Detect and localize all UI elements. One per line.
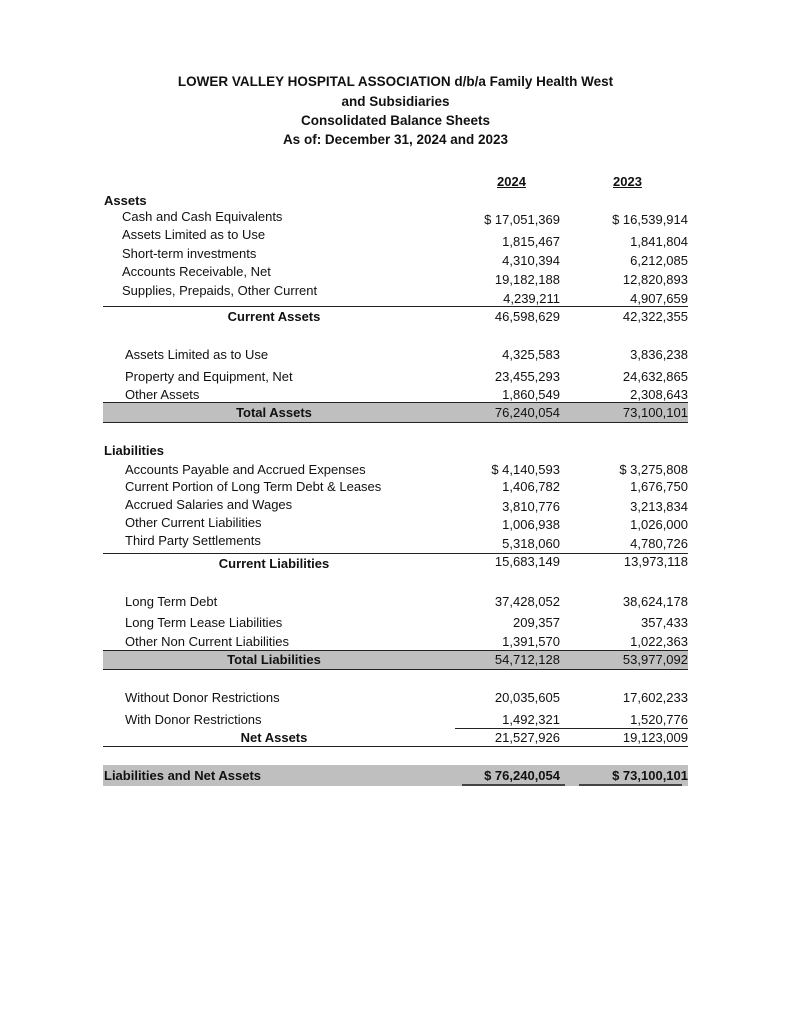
row-label: Other Assets: [125, 387, 200, 402]
value-2024: 1,406,782: [502, 479, 560, 494]
table-row: [104, 368, 688, 386]
value-2024: $ 76,240,054: [484, 768, 560, 783]
section-label: Liabilities: [104, 443, 164, 458]
value-2023: 73,100,101: [622, 405, 688, 420]
double-underline-2024: [462, 784, 565, 786]
row-label: With Donor Restrictions: [125, 712, 262, 727]
value-2024: 1,815,467: [502, 234, 560, 249]
value-2023: 53,977,092: [622, 652, 688, 667]
value-2023: 38,624,178: [622, 594, 688, 609]
value-2024: 1,492,321: [502, 712, 560, 727]
report-title: LOWER VALLEY HOSPITAL ASSOCIATION d/b/a Family Health West: [177, 74, 614, 89]
divider: [103, 746, 688, 747]
row-label: Accrued Salaries and Wages: [125, 497, 293, 512]
row-label: Supplies, Prepaids, Other Current: [122, 283, 318, 298]
column-header-2023: 2023: [613, 174, 642, 189]
table-row: [104, 346, 688, 364]
value-2024: 1,391,570: [502, 634, 560, 649]
row-label: Without Donor Restrictions: [125, 690, 280, 705]
row-label: Total Assets: [236, 405, 312, 420]
table-row: [104, 633, 688, 651]
value-2024: 20,035,605: [494, 690, 560, 705]
row-label: Accounts Receivable, Net: [122, 264, 271, 279]
row-label: Property and Equipment, Net: [125, 369, 293, 384]
value-2023: 24,632,865: [622, 369, 688, 384]
value-2024: 5,318,060: [502, 536, 560, 551]
divider: [103, 402, 688, 403]
table-row: [104, 263, 688, 287]
value-2024: 23,455,293: [494, 369, 560, 384]
value-2023: 1,022,363: [630, 634, 688, 649]
value-2024: $ 4,140,593: [491, 462, 560, 477]
value-2024: 1,006,938: [502, 517, 560, 532]
value-2024: 76,240,054: [494, 405, 560, 420]
value-2023: $ 16,539,914: [612, 212, 688, 227]
value-2024: $ 17,051,369: [484, 212, 560, 227]
value-2024: 15,683,149: [494, 554, 560, 569]
subtotal-row-current-assets: [104, 308, 688, 326]
row-label: Total Liabilities: [227, 652, 321, 667]
table-row: [104, 614, 688, 632]
value-2024: 54,712,128: [494, 652, 560, 667]
total-row-liabilities: [104, 651, 688, 669]
value-2024: 46,598,629: [494, 309, 560, 324]
table-row: [104, 593, 688, 611]
row-label: Long Term Lease Liabilities: [125, 615, 283, 630]
row-label: Assets Limited as to Use: [122, 227, 266, 242]
report-subtitle: and Subsidiaries: [341, 94, 450, 109]
divider: [103, 306, 688, 307]
value-2023: 12,820,893: [622, 272, 688, 287]
row-label: Current Portion of Long Term Debt & Leases: [125, 479, 382, 494]
value-2023: 1,026,000: [630, 517, 688, 532]
value-2023: 4,780,726: [630, 536, 688, 551]
row-label: Current Assets: [227, 309, 321, 324]
table-row: [104, 496, 688, 514]
row-label: Other Non Current Liabilities: [125, 634, 290, 649]
value-2024: 4,325,583: [502, 347, 560, 362]
row-label: Other Current Liabilities: [125, 515, 262, 530]
divider: [103, 669, 688, 670]
value-2023: 4,907,659: [630, 291, 688, 306]
row-label: Net Assets: [240, 730, 308, 745]
row-label: Third Party Settlements: [125, 533, 261, 548]
row-label: Cash and Cash Equivalents: [122, 209, 283, 224]
table-row: [104, 282, 688, 306]
table-row: [104, 478, 688, 496]
statement-name: Consolidated Balance Sheets: [300, 113, 491, 128]
table-row: [104, 461, 688, 479]
value-2023: 19,123,009: [622, 730, 688, 745]
subtotal-row-current-liabilities: [104, 555, 688, 573]
row-label: Liabilities and Net Assets: [104, 768, 262, 783]
divider: [103, 422, 688, 423]
value-2024: 19,182,188: [494, 272, 560, 287]
row-label: Accounts Payable and Accrued Expenses: [125, 462, 366, 477]
row-label: Assets Limited as to Use: [125, 347, 269, 362]
table-row: [104, 532, 688, 550]
subtotal-row-net-assets: [104, 729, 688, 747]
grand-total-row: [104, 767, 688, 785]
table-row: [104, 245, 688, 268]
row-label: Long Term Debt: [125, 594, 218, 609]
value-2023: 1,520,776: [630, 712, 688, 727]
value-2023: 1,676,750: [630, 479, 688, 494]
value-2024: 209,357: [513, 615, 560, 630]
column-header-2024: 2024: [497, 174, 526, 189]
value-2023: 17,602,233: [622, 690, 688, 705]
value-2024: 1,860,549: [502, 387, 560, 402]
table-row: [104, 226, 688, 249]
value-2024: 4,239,211: [503, 291, 560, 306]
row-label: Current Liabilities: [218, 556, 330, 571]
value-2024: 4,310,394: [502, 253, 560, 268]
section-label: Assets: [104, 193, 147, 208]
double-underline-2023: [579, 784, 682, 786]
value-2023: 6,212,085: [630, 253, 688, 268]
table-row: [104, 689, 688, 707]
value-2023: 3,213,834: [630, 499, 688, 514]
value-2023: 3,836,238: [630, 347, 688, 362]
value-2023: 13,973,118: [623, 554, 688, 569]
value-2024: 21,527,926: [494, 730, 560, 745]
divider: [103, 553, 688, 554]
total-row-assets: [104, 404, 688, 422]
value-2023: 2,308,643: [630, 387, 688, 402]
value-2023: 357,433: [641, 615, 688, 630]
table-row: [104, 514, 688, 532]
table-row: [104, 711, 688, 729]
value-2023: $ 3,275,808: [619, 462, 688, 477]
table-row: [104, 208, 688, 226]
statement-date: As of: December 31, 2024 and 2023: [282, 132, 509, 147]
value-2023: $ 73,100,101: [612, 768, 688, 783]
value-2024: 3,810,776: [502, 499, 560, 514]
value-2024: 37,428,052: [494, 594, 560, 609]
section-heading-liabilities: [104, 442, 688, 460]
value-2023: 42,322,355: [622, 309, 688, 324]
row-label: Short-term investments: [122, 246, 257, 261]
value-2023: 1,841,804: [630, 234, 688, 249]
